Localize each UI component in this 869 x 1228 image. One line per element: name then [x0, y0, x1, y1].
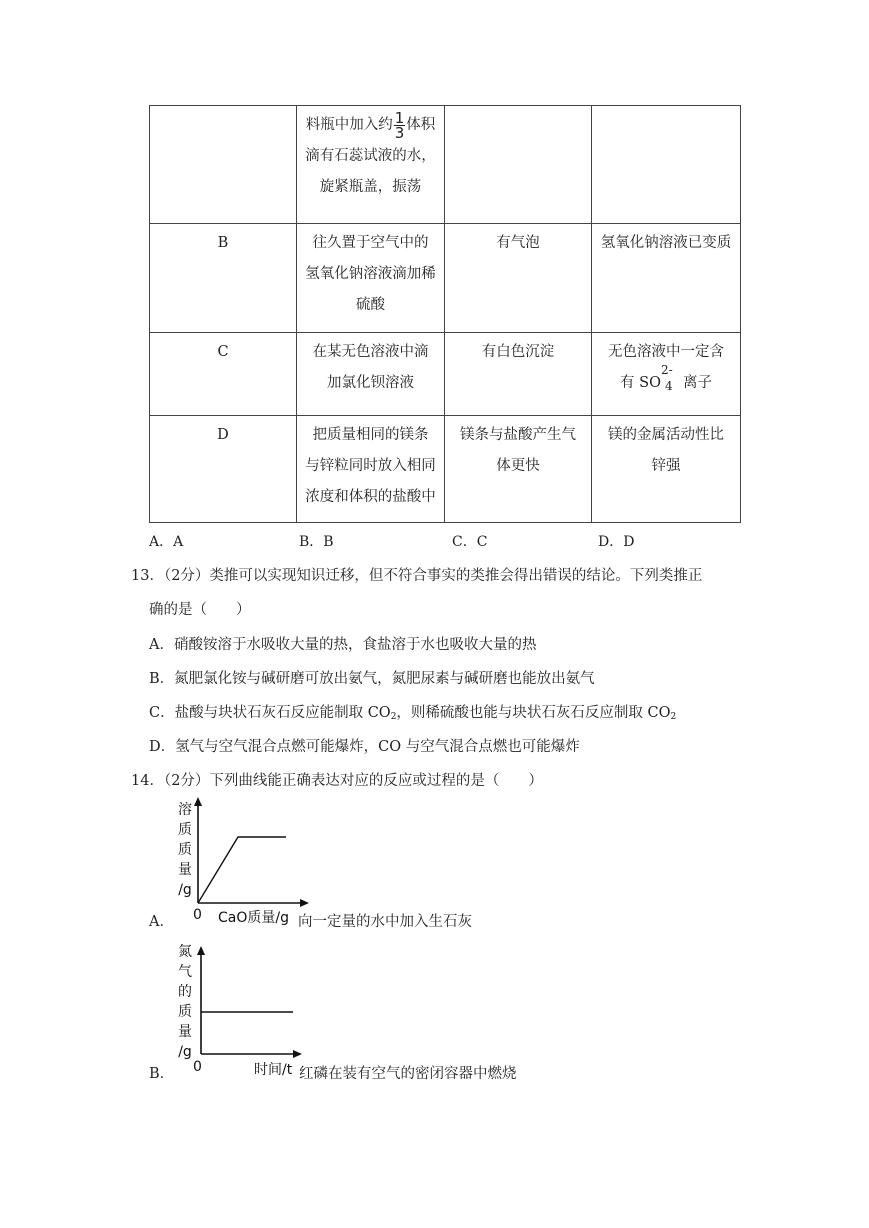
operation-cell: 料瓶中加入约 $\frac{1}{3}$ 体积 滴有石蕊试液的水， 旋紧瓶盖，振荡: [297, 106, 445, 224]
q12-option-c[interactable]: C．C: [452, 534, 488, 550]
phenomenon-cell: 镁条与盐酸产生气 体更快: [445, 416, 592, 523]
experiment-table: [149, 105, 741, 523]
conclusion-cell: [592, 106, 741, 224]
row-label-cell: [150, 106, 297, 224]
phenomenon-cell: [445, 106, 592, 224]
graph-b-y-label: 氮 气 的 质 量 /g: [178, 944, 192, 1060]
row-label-cell: C: [150, 333, 297, 416]
graph-b-origin: 0: [193, 1059, 202, 1075]
graph-a-line: [198, 837, 286, 903]
q12-option-a[interactable]: A．A: [149, 534, 184, 550]
table-row: [150, 333, 741, 416]
q13-option-c[interactable]: C．盐酸与块状石灰石反应能制取 $CO_2$，则稀硫酸也能与块状石灰石反应制取 $CO_2$: [149, 705, 677, 722]
phenomenon-cell: 有气泡: [445, 224, 592, 333]
conclusion-cell: 镁的金属活动性比 锌强: [592, 416, 741, 523]
operation-cell: 把质量相同的镁条 与锌粒同时放入相同 浓度和体积的盐酸中: [297, 416, 445, 523]
operation-cell: 在某无色溶液中滴 加氯化钡溶液: [297, 333, 445, 416]
row-label-cell: D: [150, 416, 297, 523]
sulfate-ion-notation: 2- 4: [660, 363, 673, 393]
graph-a-x-label: CaO质量/g: [218, 910, 289, 926]
graph-b-x-arrow-icon: [293, 1050, 302, 1058]
q14-option-a-label[interactable]: A．: [149, 914, 174, 930]
conclusion-cell: 无色溶液中一定含 有 SO 2- 4 离子: [592, 333, 741, 416]
graph-b-caption: 红磷在装有空气的密闭容器中燃烧: [299, 1066, 517, 1082]
row-label-cell: B: [150, 224, 297, 333]
q14-stem: 14．（2分）下列曲线能正确表达对应的反应或过程的是（ ）: [131, 773, 543, 789]
graph-a-origin: 0: [193, 907, 202, 923]
fraction-one-third: $\frac{1}{3}$: [394, 108, 405, 142]
graph-a-y-label: 溶 质 质 量 /g: [178, 802, 192, 898]
q13-option-b[interactable]: B．氮肥氯化铵与碱研磨可放出氨气，氮肥尿素与碱研磨也能放出氨气: [149, 671, 595, 687]
q13-option-a[interactable]: A．硝酸铵溶于水吸收大量的热，食盐溶于水也吸收大量的热: [149, 637, 537, 653]
table-row: [150, 416, 741, 523]
graph-a-x-arrow-icon: [300, 899, 309, 907]
q13-stem-line1: 13．（2分）类推可以实现知识迁移，但不符合事实的类推会得出错误的结论。下列类推正: [131, 568, 703, 584]
q13-option-d[interactable]: D．氢气与空气混合点燃可能爆炸，CO 与空气混合点燃也可能爆炸: [149, 739, 580, 755]
graph-b-x-label: 时间/t: [254, 1062, 293, 1078]
conclusion-cell: 氢氧化钠溶液已变质: [592, 224, 741, 333]
graph-a-y-arrow-icon: [194, 797, 202, 806]
q12-option-b[interactable]: B．B: [299, 534, 334, 550]
phenomenon-cell: 有白色沉淀: [445, 333, 592, 416]
graph-b-curve: [193, 946, 303, 1058]
table-row: [150, 224, 741, 333]
table-row: [150, 106, 741, 224]
q13-stem-line2: 确的是（ ）: [149, 602, 251, 618]
operation-cell: 往久置于空气中的 氢氧化钠溶液滴加稀 硫酸: [297, 224, 445, 333]
graph-b-y-arrow-icon: [197, 946, 205, 955]
q14-option-b-label[interactable]: B．: [149, 1066, 175, 1082]
q12-option-d[interactable]: D．D: [598, 534, 635, 550]
graph-a-caption: 向一定量的水中加入生石灰: [298, 914, 472, 930]
graph-a-curve: [190, 797, 310, 909]
